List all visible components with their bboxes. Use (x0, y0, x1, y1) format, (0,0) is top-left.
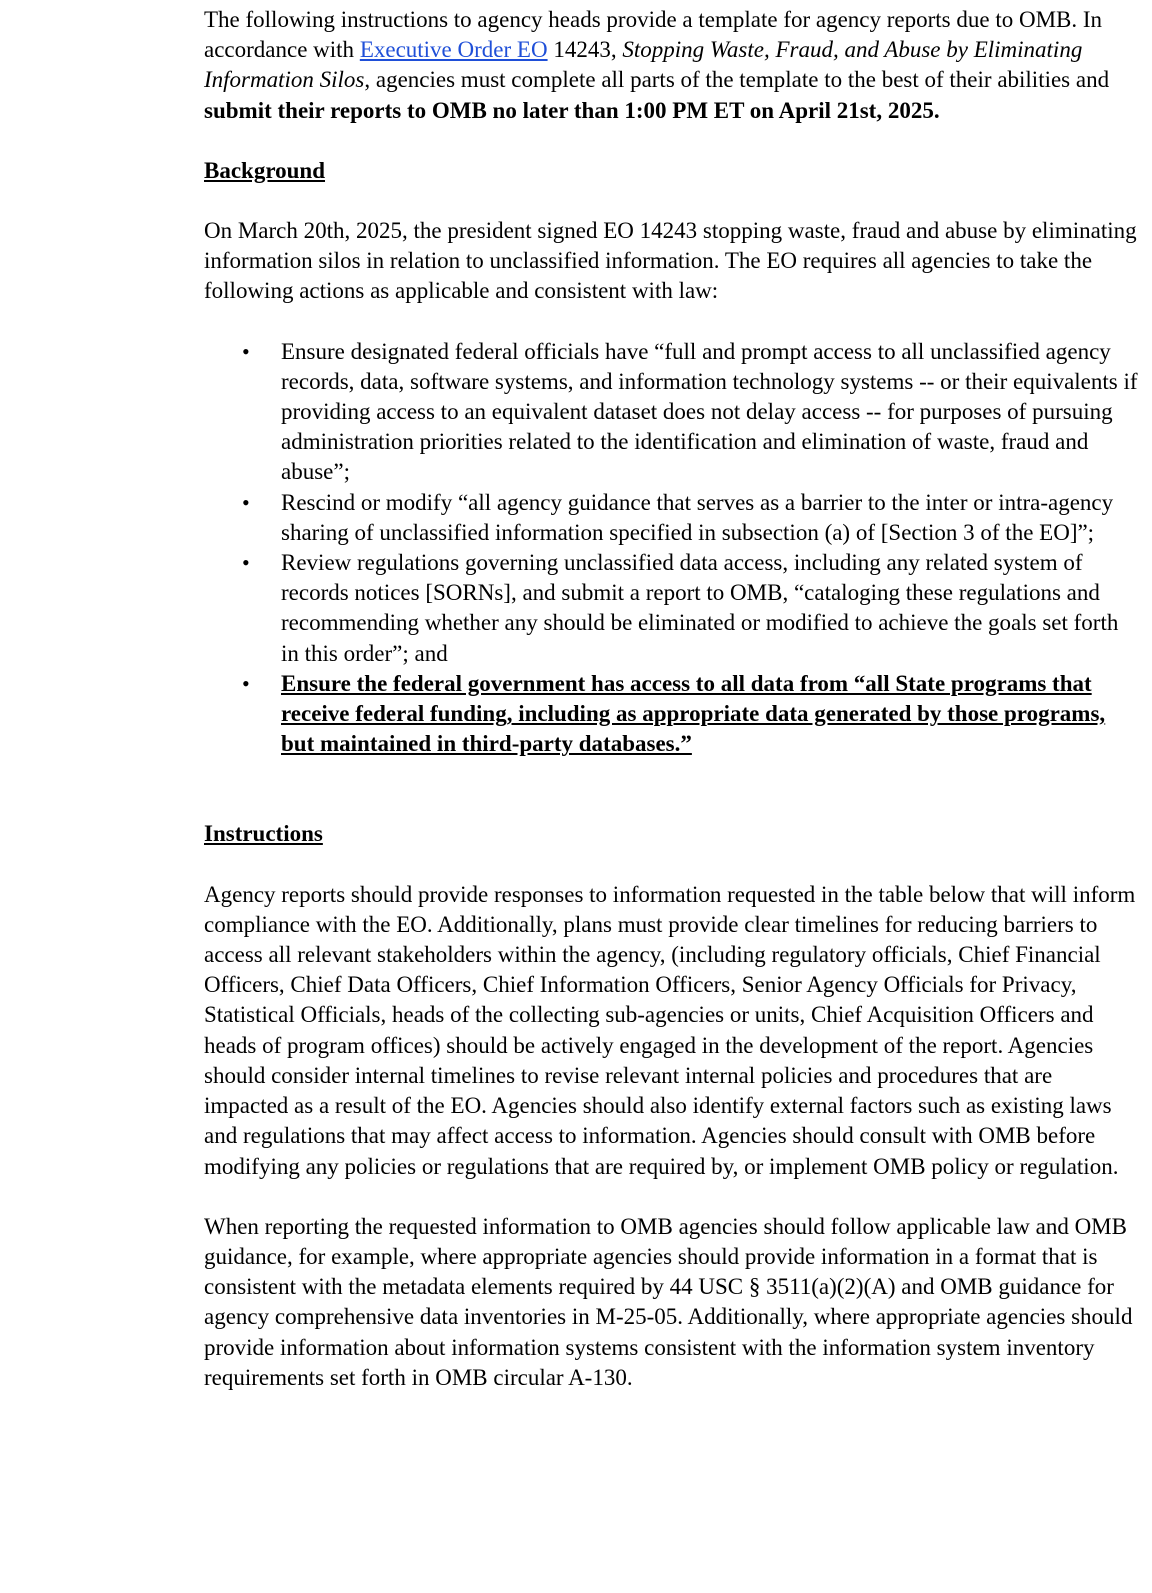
instructions-heading: Instructions (204, 821, 323, 847)
intro-text-3: , agencies must complete all parts of the template to the best of their abilities and (364, 67, 1110, 93)
list-item (204, 548, 1139, 669)
list-item-text: Review regulations governing unclassified data access, including any related system of records notices [SORNs], and submit a report to OMB, “cataloging these regulations and recommending whether any should be eliminated or modified to achieve the goals set forth in this order”; and (281, 550, 1119, 666)
eo-title-italic: Stopping Waste, Fraud, and Abuse by Eliminating Information Silos (204, 37, 1083, 93)
intro-text-2: 14243, (547, 37, 623, 63)
background-heading: Background (204, 157, 326, 183)
bullet-icon: • (242, 670, 250, 696)
intro-paragraph (204, 5, 1139, 126)
submission-deadline: submit their reports to OMB no later than 1:00 PM ET on April 21st, 2025. (204, 97, 940, 123)
instructions-paragraph-1: Agency reports should provide responses to information requested in the table below that will inform compliance with the EO. Additionally, plans must provide clear timelines for reducing barriers to access all relevant stakeholders within the agency, (including regulatory officials, Chief Financial Officers, Chief Data Officers, Chief Information Officers, Senior Agency Officials for Privacy, Statistical Officials, heads of the collecting sub-agencies or units, Chief Acquisition Officers and heads of program offices) should be actively engaged in the development of the report. Agencies should consider internal timelines to revise relevant internal policies and procedures that are impacted as a result of the EO. Agencies should also identify external factors such as existing laws and regulations that may affect access to information. Agencies should consult with OMB before modifying any policies or regulations that are required by, or implement OMB policy or regulation. (204, 881, 1136, 1179)
instructions-paragraph-2: When reporting the requested information to OMB agencies should follow applicable law and OMB guidance, for example, where appropriate agencies should provide information in a format that is consistent with the metadata elements required by 44 USC § 3511(a)(2)(A) and OMB guidance for agency comprehensive data inventories in M-25-05. Additionally, where appropriate agencies should provide information about information systems consistent with the information system inventory requirements set forth in OMB circular A-130. (204, 1213, 1133, 1390)
list-item-text: Ensure designated federal officials have “full and prompt access to all unclassified agency records, data, software systems, and information technology systems -- or their equivalents if providing access to an equivalent dataset does not delay access -- for purposes of pursuing administration priorities related to the identification and elimination of waste, fraud and abuse”; (281, 338, 1138, 485)
bullet-icon: • (242, 338, 250, 364)
list-item (204, 337, 1139, 488)
document-body (204, 5, 1139, 1393)
required-actions-list (204, 337, 1139, 760)
background-paragraph: On March 20th, 2025, the president signed EO 14243 stopping waste, fraud and abuse by eliminating information silos in relation to unclassified information. The EO requires all agencies to take the following actions as applicable and consistent with law: (204, 218, 1137, 304)
list-item-text: Rescind or modify “all agency guidance that serves as a barrier to the inter or intra-agency sharing of unclassified information specified in subsection (a) of [Section 3 of the EO]”; (281, 489, 1114, 545)
bullet-icon: • (242, 550, 250, 576)
list-item-text-emphasized: Ensure the federal government has access to all data from “all State programs that receive federal funding, including as appropriate data generated by those programs, but maintained in third-party databases.” (281, 670, 1106, 757)
intro-text-1: The following instructions to agency heads provide a template for agency reports due to OMB. In accordance with (204, 7, 1103, 63)
bullet-icon: • (242, 489, 250, 515)
list-item (204, 488, 1139, 548)
executive-order-link[interactable]: Executive Order EO (359, 37, 548, 63)
list-item (204, 669, 1139, 760)
